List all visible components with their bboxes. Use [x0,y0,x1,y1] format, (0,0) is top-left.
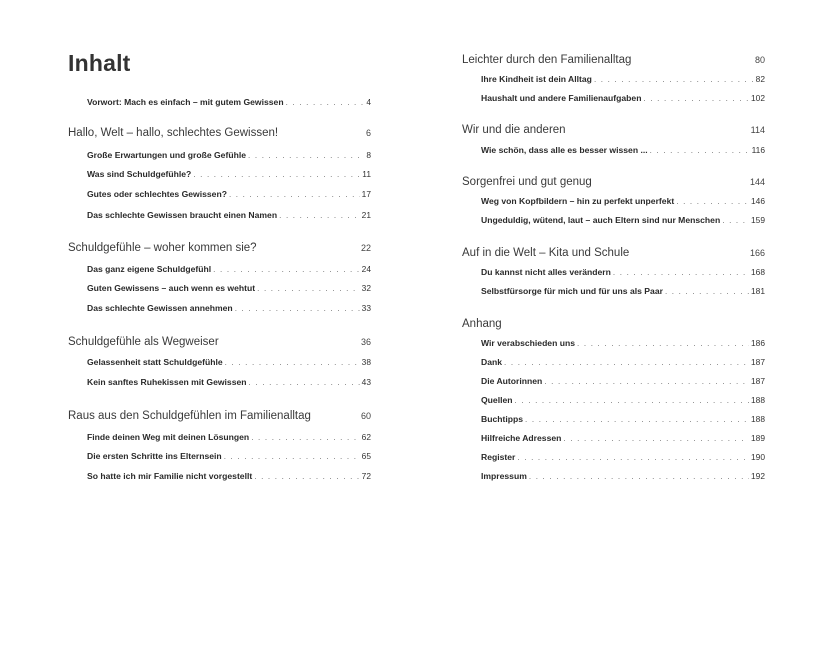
entry-page: 38 [361,357,371,367]
entry-page: 181 [751,286,765,296]
entry-page: 32 [361,283,371,293]
toc-entry[interactable] [87,377,371,387]
chapter-page: 6 [365,128,371,138]
entry-page: 186 [751,338,765,348]
dot-leader [643,94,749,103]
entry-page: 24 [361,264,371,274]
entry-page: 72 [361,471,371,481]
toc-entry[interactable] [87,210,371,220]
toc-entry[interactable] [87,150,371,160]
entry-title: Große Erwartungen und große Gefühle [87,150,246,160]
toc-entry[interactable] [87,451,371,461]
dot-leader [650,146,750,155]
chapter-page: 22 [360,243,371,253]
entry-page: 192 [751,471,765,481]
dot-leader [594,75,754,84]
toc-entry[interactable] [481,74,765,84]
entry-page: 159 [751,215,765,225]
entry-page: 65 [361,451,371,461]
dot-leader [279,211,360,220]
chapter-page: 114 [750,125,765,135]
entry-page: 8 [366,150,371,160]
entry-page: 188 [751,414,765,424]
toc-entry-preface[interactable] [87,97,371,107]
toc-entry[interactable] [481,145,765,155]
chapter-page: 166 [749,248,765,258]
dot-leader [577,339,749,348]
entry-page: 102 [751,93,765,103]
chapter-page: 36 [360,337,371,347]
dot-leader [235,304,360,313]
chapter-page: 80 [754,55,765,65]
chapter-title: Leichter durch den Familienalltag [462,54,632,66]
toc-entry[interactable] [481,357,765,367]
dot-leader [254,472,359,481]
entry-title: Finde deinen Weg mit deinen Lösungen [87,432,250,442]
dot-leader [517,453,749,462]
dot-leader [613,268,749,277]
toc-entry[interactable] [87,357,371,367]
toc-entry[interactable] [481,414,765,424]
dot-leader [525,415,749,424]
entry-page: 62 [361,432,371,442]
chapter-title: Schuldgefühle – woher kommen sie? [68,242,257,254]
entry-title: Buchtipps [481,414,524,424]
dot-leader [676,197,749,206]
toc-entry[interactable] [481,433,765,443]
dot-leader [515,396,749,405]
entry-title: Das ganz eigene Schuldgefühl [87,264,212,274]
entry-title: Die Autorinnen [481,376,543,386]
entry-title: Ungeduldig, wütend, laut – auch Eltern sind nur Menschen [481,215,721,225]
entry-title: So hatte ich mir Familie nicht vorgestellt [87,471,253,481]
chapter-page: 60 [360,411,371,421]
toc-entry[interactable] [481,471,765,481]
toc-entry[interactable] [87,189,371,199]
dot-leader [224,452,360,461]
dot-leader [193,170,360,179]
entry-title: Gelassenheit statt Schuldgefühle [87,357,223,367]
entry-title: Gutes oder schlechtes Gewissen? [87,189,227,199]
entry-title: Was sind Schuldgefühle? [87,169,192,179]
entry-title: Selbstfürsorge für mich und für uns als Paar [481,286,663,296]
toc-entry[interactable] [481,452,765,462]
entry-page: 189 [751,433,765,443]
dot-leader [257,284,360,293]
dot-leader [722,216,749,225]
entry-page: 146 [751,196,765,206]
entry-title: Guten Gewissens – auch wenn es wehtut [87,283,256,293]
entry-page: 17 [361,189,371,199]
toc-entry[interactable] [87,432,371,442]
dot-leader [286,98,365,107]
entry-page: 190 [751,452,765,462]
toc-entry[interactable] [481,286,765,296]
entry-page: 187 [751,376,765,386]
dot-leader [251,433,359,442]
entry-title: Dank [481,357,503,367]
dot-leader [665,287,749,296]
entry-title: Impressum [481,471,527,481]
toc-entry[interactable] [481,338,765,348]
entry-page: 82 [755,74,765,84]
chapter-title: Schuldgefühle als Wegweiser [68,336,219,348]
toc-entry[interactable] [87,169,371,179]
entry-title: Das schlechte Gewissen braucht einen Namen [87,210,278,220]
entry-title: Register [481,452,516,462]
toc-entry[interactable] [481,215,765,225]
chapter-title: Raus aus den Schuldgefühlen im Familienalltag [68,410,311,422]
dot-leader [563,434,749,443]
dot-leader [229,190,360,199]
entry-title: Vorwort: Mach es einfach – mit gutem Gewissen [87,97,284,107]
entry-page: 33 [361,303,371,313]
page-title: Inhalt [68,50,131,76]
dot-leader [529,472,749,481]
dot-leader [213,265,360,274]
entry-title: Haushalt und andere Familienaufgaben [481,93,642,103]
toc-entry[interactable] [87,303,371,313]
entry-page: 168 [751,267,765,277]
chapter-title: Wir und die anderen [462,124,566,136]
entry-title: Du kannst nicht alles verändern [481,267,611,277]
entry-title: Hilfreiche Adressen [481,433,562,443]
chapter-title: Sorgenfrei und gut genug [462,176,592,188]
dot-leader [225,358,360,367]
entry-title: Das schlechte Gewissen annehmen [87,303,233,313]
chapter-page: 144 [749,177,765,187]
dot-leader [544,377,749,386]
entry-title: Ihre Kindheit ist dein Alltag [481,74,592,84]
entry-title: Wir verabschieden uns [481,338,576,348]
toc-entry[interactable] [481,376,765,386]
entry-page: 4 [366,97,371,107]
toc-entry[interactable] [481,267,765,277]
chapter-title: Hallo, Welt – hallo, schlechtes Gewissen! [68,127,279,139]
entry-page: 11 [362,169,371,179]
dot-leader [249,378,360,387]
entry-title: Weg von Kopfbildern – hin zu perfekt unperfekt [481,196,675,206]
chapter-title: Anhang [462,318,502,330]
toc-entry[interactable] [481,196,765,206]
entry-title: Die ersten Schritte ins Elternsein [87,451,222,461]
entry-page: 188 [751,395,765,405]
entry-page: 116 [751,145,765,155]
dot-leader [248,151,364,160]
toc-entry[interactable] [87,471,371,481]
dot-leader [504,358,749,367]
entry-page: 43 [361,377,371,387]
toc-entry[interactable] [87,264,371,274]
entry-page: 21 [361,210,371,220]
entry-page: 187 [751,357,765,367]
toc-entry[interactable] [481,93,765,103]
chapter-title: Auf in die Welt – Kita und Schule [462,247,630,259]
toc-entry[interactable] [481,395,765,405]
entry-title: Wie schön, dass alle es besser wissen ... [481,145,648,155]
toc-entry[interactable] [87,283,371,293]
entry-title: Kein sanftes Ruhekissen mit Gewissen [87,377,247,387]
entry-title: Quellen [481,395,513,405]
